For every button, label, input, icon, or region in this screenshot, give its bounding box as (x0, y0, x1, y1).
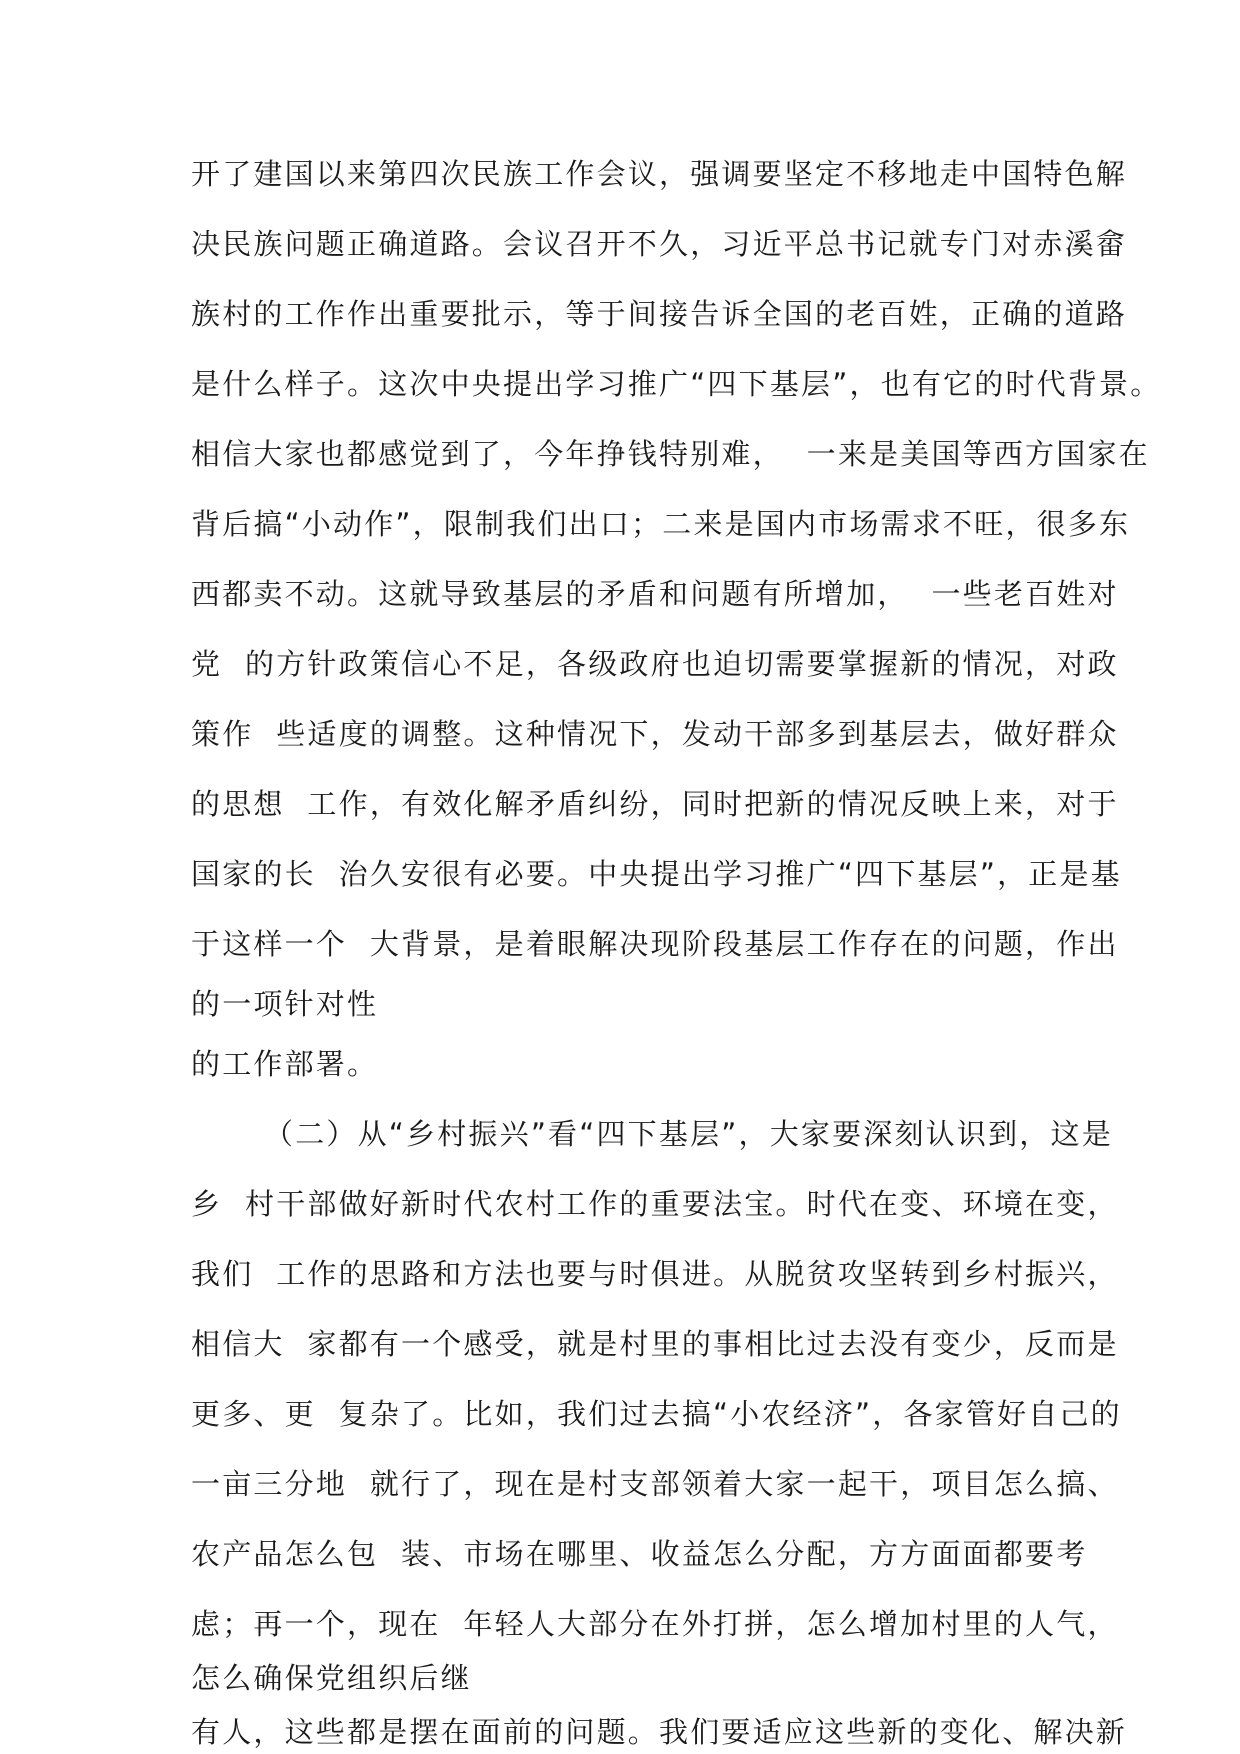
text-line: 我们 工作的思路和方法也要与时俱进。从脱贫攻坚转到乡村振兴， (191, 1257, 1119, 1291)
text-line: 国家的长 治久安很有必要。中央提出学习推广“四下基层”，正是基 (191, 857, 1122, 891)
text-line: 党 的方针政策信心不足，各级政府也迫切需要掌握新的情况，对政 (191, 647, 1119, 681)
text-line: 族村的工作作出重要批示，等于间接告诉全国的老百姓，正确的道路 (191, 297, 1128, 331)
text-line: 背后搞“小动作”，限制我们出口；二来是国内市场需求不旺，很多东 (191, 507, 1131, 541)
text-line: 的工作部署。 (191, 1047, 379, 1081)
text-line: 的思想 工作，有效化解矛盾纠纷，同时把新的情况反映上来，对于 (191, 787, 1119, 821)
text-line: 相信大家也都感觉到了，今年挣钱特别难， 一来是美国等西方国家在 (191, 437, 1150, 471)
text-line: 相信大 家都有一个感受，就是村里的事相比过去没有变少，反而是 (191, 1327, 1119, 1361)
text-line: 策作 些适度的调整。这种情况下，发动干部多到基层去，做好群众 (191, 717, 1119, 751)
text-line: 有人，这些都是摆在面前的问题。我们要适应这些新的变化、解决新 (191, 1715, 1128, 1749)
text-line: 决民族问题正确道路。会议召开不久，习近平总书记就专门对赤溪畲 (191, 227, 1128, 261)
text-line: 乡 村干部做好新时代农村工作的重要法宝。时代在变、环境在变， (191, 1187, 1119, 1221)
text-line: 是什么样子。这次中央提出学习推广“四下基层”，也有它的时代背景。 (191, 367, 1162, 401)
section-heading-line: （二）从“乡村振兴”看“四下基层”，大家要深刻认识到，这是 (264, 1117, 1113, 1151)
text-line: 的一项针对性 (191, 987, 379, 1021)
text-line: 开了建国以来第四次民族工作会议，强调要坚定不移地走中国特色解 (191, 157, 1128, 191)
text-line: 农产品怎么包 装、市场在哪里、收益怎么分配，方方面面都要考 (191, 1537, 1088, 1571)
text-line: 西都卖不动。这就导致基层的矛盾和问题有所增加， 一些老百姓对 (191, 577, 1119, 611)
text-line: 虑；再一个，现在 年轻人大部分在外打拼，怎么增加村里的人气， (191, 1607, 1119, 1641)
text-line: 于这样一个 大背景，是着眼解决现阶段基层工作存在的问题，作出 (191, 927, 1119, 961)
text-line: 一亩三分地 就行了，现在是村支部领着大家一起干，项目怎么搞、 (191, 1467, 1119, 1501)
text-line: 怎么确保党组织后继 (191, 1661, 472, 1695)
text-line: 更多、更 复杂了。比如，我们过去搞“小农经济”，各家管好自己的 (191, 1397, 1122, 1431)
